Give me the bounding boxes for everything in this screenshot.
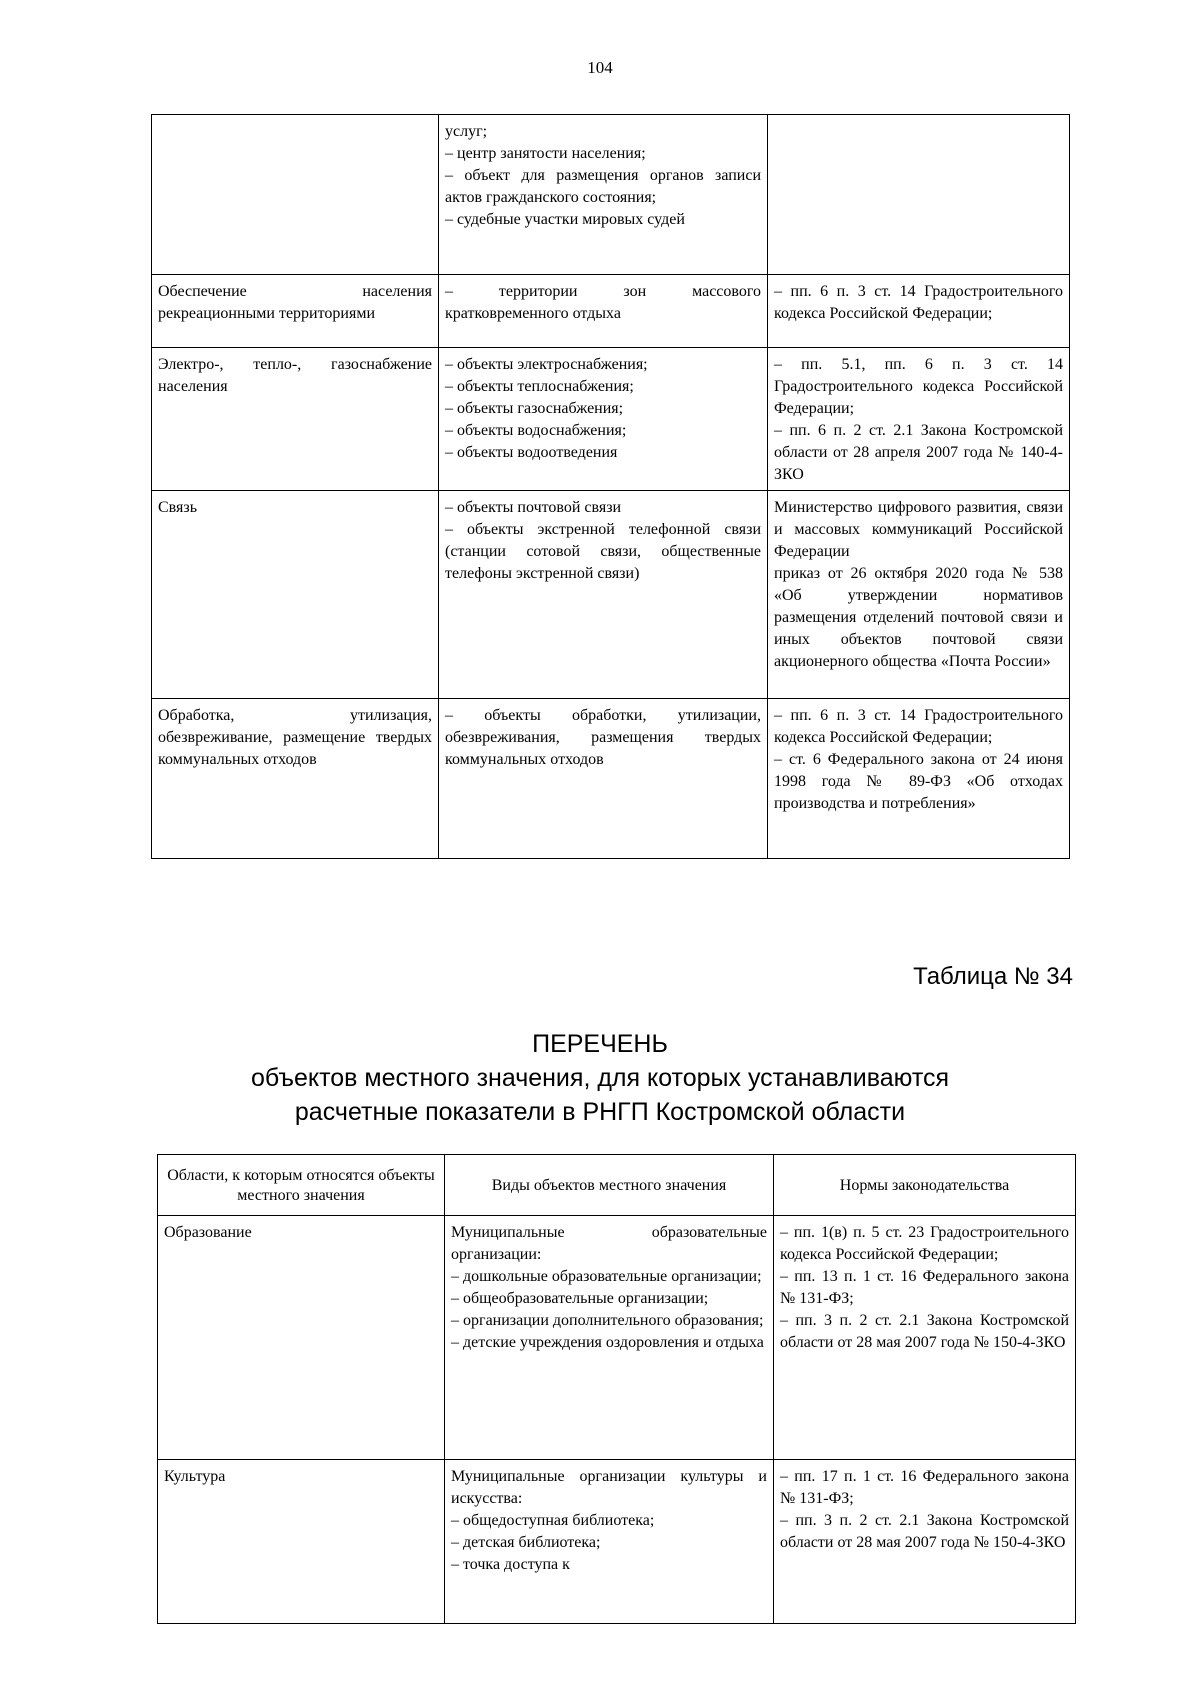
norm-item: – пп. 1(в) п. 5 ст. 23 Градостроительного кодекса Российской Федерации;	[780, 1224, 1069, 1263]
header-legal-norms: Нормы законодательства	[774, 1155, 1076, 1216]
norm-item: – пп. 3 п. 2 ст. 2.1 Закона Костромской области от 28 мая 2007 года № 150-4-ЗКО	[780, 1512, 1069, 1551]
norms-cell	[768, 115, 1070, 275]
object-item: – детская библиотека;	[451, 1534, 601, 1551]
objects-cell	[445, 1216, 774, 1460]
objects-cell	[439, 348, 768, 491]
norms-cell	[768, 275, 1070, 348]
header-object-types: Виды объектов местного значения	[445, 1155, 774, 1216]
table-caption: Таблица № 34	[913, 963, 1073, 990]
object-item: – объекты экстренной телефонной связи (станции сотовой связи, общественные телефоны экстренной связи)	[445, 521, 761, 582]
list-subtitle-line-1: объектов местного значения, для которых устанавливаются	[250, 1064, 950, 1092]
norms-cell	[768, 491, 1070, 699]
object-item: Муниципальные образовательные организации:	[451, 1224, 767, 1263]
norm-item: – пп. 17 п. 1 ст. 16 Федерального закона № 131-ФЗ;	[780, 1468, 1069, 1507]
objects-cell	[439, 699, 768, 859]
list-title: ПЕРЕЧЕНЬ	[532, 1030, 668, 1058]
area-cell	[152, 115, 439, 275]
object-item: – территории зон массового кратковременного отдыха	[445, 283, 761, 322]
table-header-row	[158, 1155, 1076, 1216]
object-item: – центр занятости населения;	[445, 145, 646, 162]
object-item: – судебные участки мировых судей	[445, 211, 685, 228]
object-item: – точка доступа к	[451, 1556, 570, 1573]
norms-cell	[774, 1216, 1076, 1460]
norm-item: – пп. 6 п. 3 ст. 14 Градостроительного кодекса Российской Федерации;	[774, 283, 1063, 322]
object-item: – объект для размещения органов записи актов гражданского состояния;	[445, 167, 761, 206]
header-areas: Области, к которым относятся объекты местного значения	[158, 1155, 445, 1216]
table-row	[158, 1216, 1076, 1460]
objects-cell	[439, 275, 768, 348]
object-item: – объекты водоснабжения;	[445, 422, 627, 439]
object-item: – объекты водоотведения	[445, 444, 618, 461]
object-item: – детские учреждения оздоровления и отдыха	[451, 1334, 764, 1351]
object-item: – объекты обработки, утилизации, обезвреживания, размещения твердых коммунальных отходов	[445, 707, 761, 768]
object-item: – объекты теплоснабжения;	[445, 378, 634, 395]
object-item: – объекты почтовой связи	[445, 499, 622, 516]
object-item: – объекты газоснабжения;	[445, 400, 624, 417]
norm-item: – пп. 5.1, пп. 6 п. 3 ст. 14 Градостроительного кодекса Российской Федерации;	[774, 356, 1063, 417]
object-item: – общедоступная библиотека;	[451, 1512, 655, 1529]
norms-cell	[774, 1460, 1076, 1624]
object-item: – общеобразовательные организации;	[451, 1290, 709, 1307]
norm-item: – пп. 13 п. 1 ст. 16 Федерального закона № 131-ФЗ;	[780, 1268, 1069, 1307]
table-row	[152, 491, 1070, 699]
area-cell: Электро-, тепло-, газоснабжение населения	[152, 348, 439, 491]
object-item: Муниципальные организации культуры и искусства:	[451, 1468, 767, 1507]
objects-cell	[445, 1460, 774, 1624]
norm-item: – пп. 3 п. 2 ст. 2.1 Закона Костромской области от 28 мая 2007 года № 150-4-ЗКО	[780, 1312, 1069, 1351]
table-row	[158, 1460, 1076, 1624]
area-cell: Культура	[158, 1460, 445, 1624]
norm-item: Министерство цифрового развития, связи и массовых коммуникаций Российской Федерации	[774, 499, 1063, 560]
object-item: услуг;	[445, 123, 488, 140]
norm-item: – пп. 6 п. 2 ст. 2.1 Закона Костромской области от 28 апреля 2007 года № 140-4-ЗКО	[774, 422, 1063, 483]
object-item: – объекты электроснабжения;	[445, 356, 648, 373]
table-row	[152, 115, 1070, 275]
norm-item: – пп. 6 п. 3 ст. 14 Градостроительного кодекса Российской Федерации;	[774, 707, 1063, 746]
list-subtitle-line-2: расчетные показатели в РНГП Костромской области	[294, 1098, 906, 1126]
norm-item: приказ от 26 октября 2020 года № 538 «Об утверждении нормативов размещения отделений почтовой связи и иных объектов почтовой связи акционерного общества «Почта России»	[774, 565, 1063, 670]
area-cell: Образование	[158, 1216, 445, 1460]
objects-cell	[439, 115, 768, 275]
page-number: 104	[587, 58, 613, 77]
norms-cell	[768, 348, 1070, 491]
table-row	[152, 275, 1070, 348]
object-item: – организации дополнительного образования;	[451, 1312, 764, 1329]
objects-table-34	[157, 1154, 1076, 1624]
objects-table-continued	[151, 114, 1070, 859]
objects-cell	[439, 491, 768, 699]
norm-item: – ст. 6 Федерального закона от 24 июня 1998 года № 89-ФЗ «Об отходах производства и потребления»	[774, 751, 1063, 812]
object-item: – дошкольные образовательные организации;	[451, 1268, 762, 1285]
norms-cell	[768, 699, 1070, 859]
table-row	[152, 699, 1070, 859]
table-row	[152, 348, 1070, 491]
area-cell: Обеспечение населения рекреационными территориями	[152, 275, 439, 348]
area-cell: Связь	[152, 491, 439, 699]
area-cell: Обработка, утилизация, обезвреживание, размещение твердых коммунальных отходов	[152, 699, 439, 859]
